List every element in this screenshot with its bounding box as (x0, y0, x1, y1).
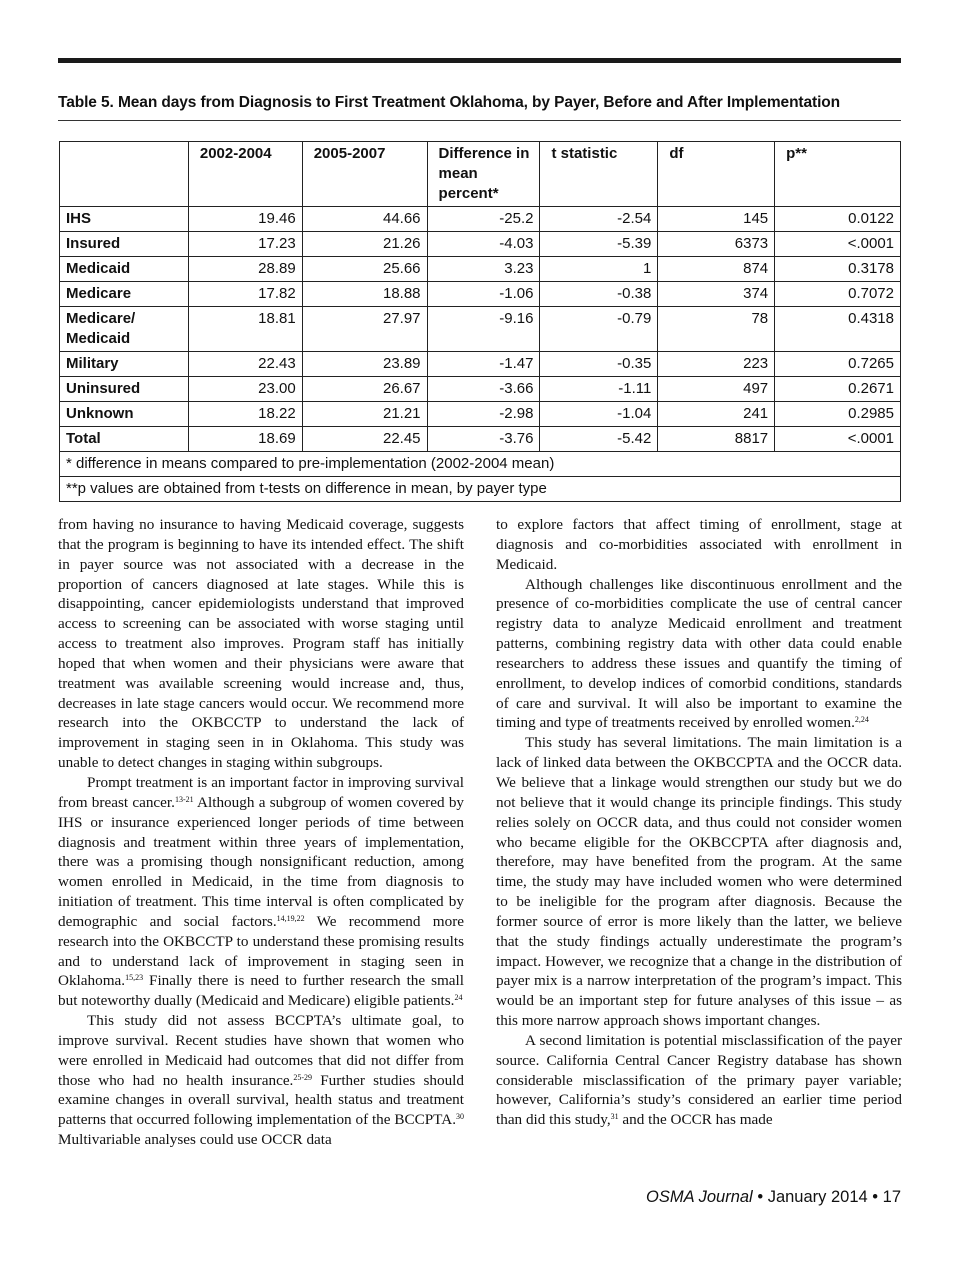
table-cell: 241 (658, 402, 775, 427)
citation-ref: 31 (610, 1112, 619, 1122)
table-cell: <.0001 (775, 427, 901, 452)
row-label: Military (60, 352, 189, 377)
citation-ref: 13-21 (174, 794, 194, 804)
row-label: Medicare (60, 282, 189, 307)
table-footnote: **p values are obtained from t-tests on difference in mean, by payer type (60, 477, 901, 502)
table-cell: 44.66 (302, 207, 427, 232)
page-footer (646, 1188, 901, 1207)
table-footnote-row (60, 477, 901, 502)
table-cell: 0.4318 (775, 307, 901, 352)
table-cell: <.0001 (775, 232, 901, 257)
table-cell: -9.16 (427, 307, 540, 352)
paragraph-text: and the OCCR has made (618, 1111, 773, 1129)
header-cell: 2002-2004 (188, 142, 302, 207)
table-title: Table 5. Mean days from Diagnosis to First Treatment Oklahoma, by Payer, Before and After Implementation (58, 94, 841, 111)
table-cell: 23.00 (188, 377, 302, 402)
citation-ref: 14,19,22 (276, 913, 305, 923)
table-cell: 21.26 (302, 232, 427, 257)
paragraph-text: Although a subgroup of women covered by IHS or insurance experienced longer periods of time between diagnosis and treatment within three years of implementation, there was a promising though nonsignificant reduction, among women enrolled in Medicaid, in the time from diagnosis to initiation of treatment. This time interval is often complicated by demographic and social factors. (58, 793, 465, 930)
table-row (60, 207, 901, 232)
table-cell: 78 (658, 307, 775, 352)
table-cell: 18.81 (188, 307, 302, 352)
table-cell: -2.98 (427, 402, 540, 427)
table-cell: 3.23 (427, 257, 540, 282)
table-row (60, 232, 901, 257)
paragraph (496, 1031, 902, 1130)
paragraph-text: This study did not assess BCCPTA’s ultimate goal, to improve survival. Recent studies have shown that women who were enrolled in Medicaid had outcomes that did not differ from those who had no health insurance. (58, 1012, 464, 1089)
table-cell: -1.11 (540, 377, 658, 402)
table-cell: 8817 (658, 427, 775, 452)
table-cell: 18.69 (188, 427, 302, 452)
journal-name: OSMA Journal (646, 1188, 753, 1206)
paragraph-text: Multivariable analyses could use OCCR data (58, 1131, 332, 1149)
table-footnote: * difference in means compared to pre-implementation (2002-2004 mean) (60, 452, 901, 477)
citation-ref: 24 (454, 993, 463, 1003)
table-cell: 17.23 (188, 232, 302, 257)
citation-ref: 25-29 (293, 1072, 313, 1082)
top-rule (58, 58, 901, 63)
header-cell: p** (775, 142, 901, 207)
paragraph-text: A second limitation is potential misclassification of the payer source. California Central Cancer Registry database has shown considerable misclassification of the primary payer variable; however, California’s study’s considered an earlier time period than did this study, (496, 1031, 902, 1129)
table-cell: 0.2985 (775, 402, 901, 427)
table-cell: -5.39 (540, 232, 658, 257)
row-label: IHS (60, 207, 189, 232)
table-cell: -1.47 (427, 352, 540, 377)
table-row (60, 282, 901, 307)
row-label: Uninsured (60, 377, 189, 402)
header-cell: df (658, 142, 775, 207)
citation-ref: 30 (456, 1112, 464, 1122)
table-cell: 497 (658, 377, 775, 402)
table-cell: 0.7265 (775, 352, 901, 377)
issue-date: January 2014 (767, 1188, 868, 1206)
table-cell: 22.45 (302, 427, 427, 452)
table-cell: -1.06 (427, 282, 540, 307)
results-table (59, 141, 901, 502)
table-cell: 27.97 (302, 307, 427, 352)
table-cell: 0.7072 (775, 282, 901, 307)
table-cell: 21.21 (302, 402, 427, 427)
table-cell: 18.22 (188, 402, 302, 427)
table-cell: -2.54 (540, 207, 658, 232)
table-cell: -25.2 (427, 207, 540, 232)
table-row (60, 257, 901, 282)
table-cell: 0.3178 (775, 257, 901, 282)
table-cell: -0.38 (540, 282, 658, 307)
paragraph-text: from having no insurance to having Medicaid coverage, suggests that the program is beginning to have its intended effect. The shift in payer source was not associated with a decrease in the proportion of cancers diagnosed at late stages. While this is disappointing, cancer epidemiologists understand that improved access to screening can be associated with worse staging until access to treatment also improves. Program staff has initially hoped that when women and their physicians were aware that treatment was available screening would increase and, thus, decreases in late stage cancers would occur. We recommend more research into the OKBCCTP to understand the lack of improvement in staging seen in in Oklahoma. This study was unable to detect changes in staging within subgroups. (58, 516, 464, 772)
table-cell: 19.46 (188, 207, 302, 232)
page-number: 17 (882, 1188, 901, 1206)
table-row (60, 352, 901, 377)
table-cell: 25.66 (302, 257, 427, 282)
paragraph-text: This study has several limitations. The main limitation is a lack of linked data between the OKBCCPTA and the OCCR data. We believe that a linkage would strengthen our study but we do not believe that it would change its principle findings. This study relies solely on OCCR data, and thus could not consider women who became eligible for the OKBCCPTA after diagnosis and, therefore, may have benefited from the program. At the same time, the study may have included women who were determined to be ineligible for the program after diagnosis. Because the former source of error is more likely than the latter, we believe that the study findings actually underestimate the program’s impact. However, we recognize that a change in the distribution of payer mix is a narrow interpretation of the program’s impact. This would be an important step for future analyses of this issue – as this more narrow approach shows important changes. (496, 734, 902, 1030)
row-label: Unknown (60, 402, 189, 427)
row-label: Total (60, 427, 189, 452)
body-column-left (58, 515, 464, 1150)
body-column-right (496, 515, 902, 1130)
table-row (60, 402, 901, 427)
paragraph-text: Finally there is need to further research the small but noteworthy dually (Medicaid and Medicare) eligible patients. (58, 972, 464, 1010)
title-underline (58, 120, 901, 121)
footer-separator: • (752, 1188, 768, 1206)
table-cell: 0.0122 (775, 207, 901, 232)
table-cell: 374 (658, 282, 775, 307)
table-cell: -5.42 (540, 427, 658, 452)
table-cell: 1 (540, 257, 658, 282)
table-header-row (60, 142, 901, 207)
row-label: Insured (60, 232, 189, 257)
footer-separator: • (867, 1188, 883, 1206)
header-cell: Difference in mean percent* (427, 142, 540, 207)
table-cell: 18.88 (302, 282, 427, 307)
table-cell: 22.43 (188, 352, 302, 377)
table-cell: -3.66 (427, 377, 540, 402)
table-cell: 28.89 (188, 257, 302, 282)
paragraph (496, 575, 902, 734)
table-cell: 23.89 (302, 352, 427, 377)
table-row (60, 307, 901, 352)
table-cell: -0.79 (540, 307, 658, 352)
table-cell: 6373 (658, 232, 775, 257)
paragraph (58, 515, 464, 773)
citation-ref: 15,23 (125, 973, 144, 983)
table-cell: -3.76 (427, 427, 540, 452)
table-footnote-row (60, 452, 901, 477)
row-label: Medicare/ Medicaid (60, 307, 189, 352)
paragraph-text: Further studies should examine changes in overall survival, health status and treatment patterns that occurred following implementation of the BCCPTA. (58, 1071, 464, 1129)
table-cell: -0.35 (540, 352, 658, 377)
row-label: Medicaid (60, 257, 189, 282)
paragraph (496, 733, 902, 1031)
table-cell: 26.67 (302, 377, 427, 402)
header-cell: t statistic (540, 142, 658, 207)
table-row (60, 377, 901, 402)
table-cell: 145 (658, 207, 775, 232)
table-cell: 0.2671 (775, 377, 901, 402)
table-cell: 17.82 (188, 282, 302, 307)
paragraph (58, 773, 464, 1011)
table-cell: -1.04 (540, 402, 658, 427)
paragraph-text: Although challenges like discontinuous enrollment and the presence of co-morbidities complicate the use of central cancer registry data to analyze Medicaid enrollment and treatment patterns, combining registry data with other data could enable researchers to address these issues and quantify the timing of enrollment, to develop indices of comorbid conditions, standards of care and survival. It will also be important to examine the timing and type of treatments received by enrolled women. (496, 575, 902, 732)
paragraph-text: Prompt treatment is an important factor in improving survival from breast cancer. (58, 773, 464, 811)
paragraph-text: to explore factors that affect timing of enrollment, stage at diagnosis and co-morbidities associated with enrollment in Medicaid. (496, 516, 902, 573)
citation-ref: 2,24 (854, 715, 869, 725)
header-cell (60, 142, 189, 207)
table-cell: 223 (658, 352, 775, 377)
table-cell: 874 (658, 257, 775, 282)
paragraph (58, 1011, 464, 1150)
paragraph-text: We recommend more research into the OKBCCTP to understand these promising results and to understand lack of improvement in staging seen in Oklahoma. (58, 912, 464, 990)
table-cell: -4.03 (427, 232, 540, 257)
header-cell: 2005-2007 (302, 142, 427, 207)
paragraph (496, 515, 902, 575)
table-row (60, 427, 901, 452)
